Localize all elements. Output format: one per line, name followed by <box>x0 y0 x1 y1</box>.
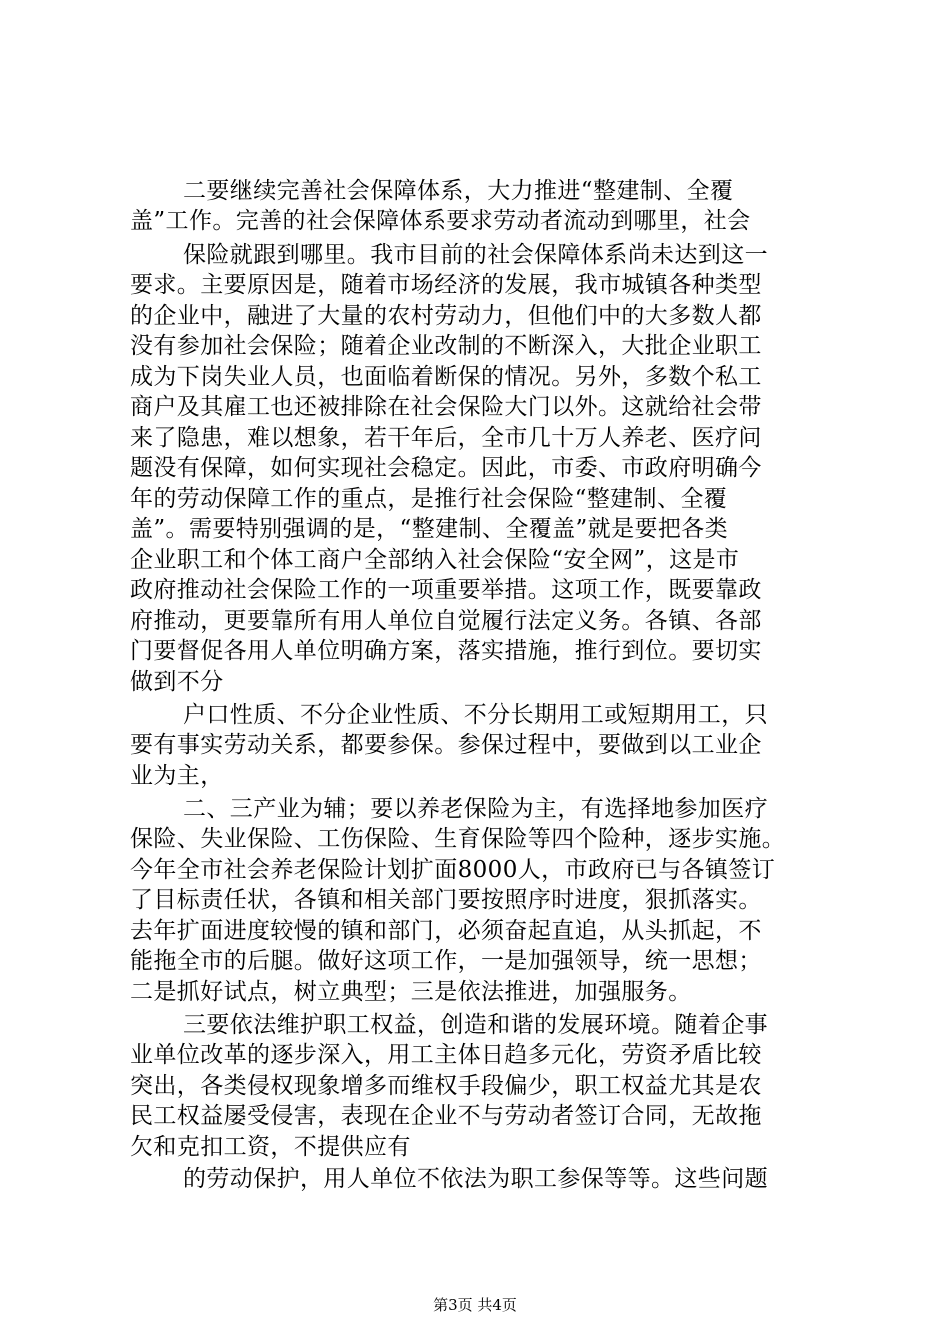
text-line: 二要继续完善社会保障体系，大力推进“整建制、全覆 <box>183 178 734 204</box>
text-line: 今年全市社会养老保险计划扩面8000人，市政府已与各镇签订 <box>130 857 776 883</box>
text-line: 业为主， <box>130 763 224 789</box>
text-line: 业单位改革的逐步深入，用工主体日趋多元化，劳资矛盾比较 <box>130 1042 762 1068</box>
page-number: 第3页 共4页 <box>433 1296 517 1314</box>
text-line: 的劳动保护，用人单位不依法为职工参保等等。这些问题 <box>183 1166 768 1192</box>
text-line: 保险、失业保险、工伤保险、生育保险等四个险种，逐步实施。 <box>130 826 786 852</box>
text-line: 保险就跟到哪里。我市目前的社会保障体系尚未达到这一 <box>183 242 768 268</box>
text-line: 户口性质、不分企业性质、不分长期用工或短期用工，只 <box>183 702 768 728</box>
text-line: 题没有保障，如何实现社会稳定。因此，市委、市政府明确今 <box>130 455 762 481</box>
text-line: 年的劳动保障工作的重点，是推行社会保险“整建制、全覆 <box>130 486 728 512</box>
text-line: 二、三产业为辅；要以养老保险为主，有选择地参加医疗 <box>183 796 768 822</box>
text-line: 做到不分 <box>130 669 224 695</box>
text-line: 商户及其雇工也还被排除在社会保险大门以外。这就给社会带 <box>130 394 762 420</box>
text-line: 成为下岗失业人员，也面临着断保的情况。另外，多数个私工 <box>130 364 762 390</box>
text-line: 能拖全市的后腿。做好这项工作，一是加强领导，统一思想； <box>130 948 762 974</box>
text-line: 三要依法维护职工权益，创造和谐的发展环境。随着企事 <box>183 1012 768 1038</box>
text-line: 突出，各类侵权现象增多而维权手段偏少，职工权益尤其是农 <box>130 1073 762 1099</box>
text-line: 要求。主要原因是，随着市场经济的发展，我市城镇各种类型 <box>130 272 762 298</box>
text-line: 了目标责任状，各镇和相关部门要按照序时进度，狠抓落实。 <box>130 887 762 913</box>
text-line: 的企业中，融进了大量的农村劳动力，但他们中的大多数人都 <box>130 303 762 329</box>
text-line: 二是抓好试点，树立典型；三是依法推进，加强服务。 <box>130 979 692 1005</box>
text-line: 政府推动社会保险工作的一项重要举措。这项工作，既要靠政 <box>130 577 762 603</box>
text-line: 来了隐患，难以想象，若干年后，全市几十万人养老、医疗问 <box>130 425 762 451</box>
text-line: 民工权益屡受侵害，表现在企业不与劳动者签订合同，无故拖 <box>130 1103 762 1129</box>
text-line: 门要督促各用人单位明确方案，落实措施，推行到位。要切实 <box>130 638 762 664</box>
text-line: 盖”工作。完善的社会保障体系要求劳动者流动到哪里，社会 <box>130 208 751 234</box>
text-line: 要有事实劳动关系，都要参保。参保过程中，要做到以工业企 <box>130 732 762 758</box>
text-line: 没有参加社会保险；随着企业改制的不断深入，大批企业职工 <box>130 333 762 359</box>
text-line: 企业职工和个体工商户全部纳入社会保险“安全网”，这是市 <box>130 547 740 573</box>
text-line: 府推动，更要靠所有用人单位自觉履行法定义务。各镇、各部 <box>130 608 762 634</box>
text-line: 盖”。需要特别强调的是，“整建制、全覆盖”就是要把各类 <box>130 516 729 542</box>
text-line: 欠和克扣工资，不提供应有 <box>130 1134 411 1160</box>
text-line: 去年扩面进度较慢的镇和部门，必须奋起直追，从头抓起，不 <box>130 918 762 944</box>
